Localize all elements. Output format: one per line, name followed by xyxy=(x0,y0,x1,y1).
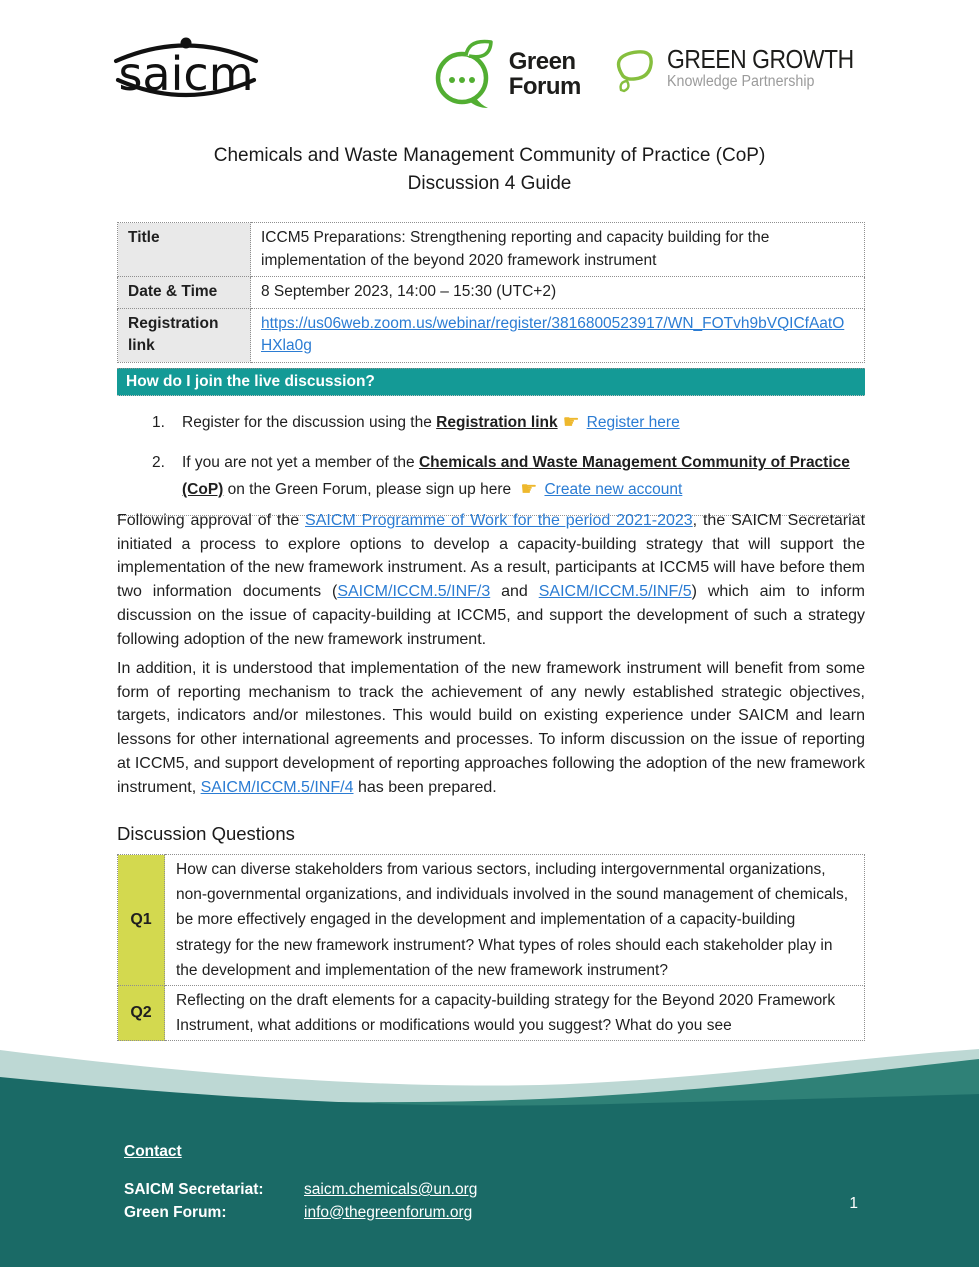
header-logo-row xyxy=(100,34,879,113)
text-segment: ) which aim to inform discussion on the issue of capacity-building at ICCM5, and support the development of such a strategy following adoption of the new framework instrument. xyxy=(117,583,866,648)
page-number: 1 xyxy=(849,1195,858,1212)
programme-of-work-link[interactable]: SAICM Programme of Work for the period 2021-2023 xyxy=(305,512,693,529)
paragraph-reporting xyxy=(117,657,865,799)
document-title-line2: Discussion 4 Guide xyxy=(407,173,572,194)
saicm-logo-icon xyxy=(100,34,272,108)
join-section xyxy=(117,368,865,516)
text-segment: In addition, it is understood that implementation of the new framework instrument will benefit from some form of reporting mechanism to track the achievement of any newly established strategic objectives, targets, indicators and/or milestones. This would build on existing experience under SAICM and learn lessons for other international agreements and processes. To inform discussion on the issue of reporting at ICCM5, and support development of reporting approaches following the adoption of the new framework instrument, xyxy=(117,660,865,796)
text-segment: and xyxy=(490,583,539,601)
inf3-link[interactable]: SAICM/ICCM.5/INF/3 xyxy=(337,583,491,601)
ggkp-logo-line1: GREEN GROWTH xyxy=(666,43,854,74)
document-title-line1: Chemicals and Waste Management Community of Practice (CoP) xyxy=(213,145,766,166)
text-segment: Following approval of the xyxy=(117,512,306,529)
register-here-link[interactable]: Register here xyxy=(586,414,680,431)
paragraph-capacity-building xyxy=(117,509,865,651)
saicm-email-link[interactable]: saicm.chemicals@un.org xyxy=(304,1181,478,1198)
pointing-finger-icon: ☛ xyxy=(520,479,538,500)
info-value-title: ICCM5 Preparations: Strengthening reporting and capacity building for the implementation of the beyond 2020 framework instrument xyxy=(251,223,865,277)
table-row-datetime xyxy=(118,277,865,309)
text-segment: has been prepared. xyxy=(353,778,497,796)
text-segment: , the SAICM Secretariat initiated a process to explore options to develop a capacity-building strategy that will support the implementation of the new framework instrument. As a result, participants at ICCM5 will have before them two information documents ( xyxy=(117,512,866,601)
list-number: 1. xyxy=(152,414,165,431)
partner-logos xyxy=(429,37,879,111)
green-forum-logo-line1: Green xyxy=(508,47,576,75)
green-forum-email-link[interactable]: info@thegreenforum.org xyxy=(304,1203,473,1221)
discussion-questions-heading: Discussion Questions xyxy=(117,823,295,844)
table-row-registration xyxy=(118,308,865,362)
table-row-title xyxy=(118,223,865,277)
list-item-signup xyxy=(117,449,865,503)
green-forum-logo-line2: Forum xyxy=(508,72,581,100)
text-segment: If you are not yet a member of the xyxy=(182,454,419,471)
q2-badge: Q2 xyxy=(118,986,165,1041)
text-segment: Register for the discussion using the xyxy=(182,414,437,431)
pointing-finger-icon: ☛ xyxy=(562,412,580,433)
ggkp-logo xyxy=(611,43,879,102)
contact-label-green-forum: Green Forum: xyxy=(124,1203,227,1221)
registration-link-keyword: Registration link xyxy=(436,414,558,431)
registration-url-link[interactable]: https://us06web.zoom.us/webinar/register/3816800523917/WN_FOTvh9bVQICfAatOHXla0g xyxy=(261,314,845,354)
contact-heading: Contact xyxy=(124,1143,182,1160)
ggkp-leaf-icon xyxy=(611,46,661,102)
inf4-link[interactable]: SAICM/ICCM.5/INF/4 xyxy=(200,778,354,796)
list-number: 2. xyxy=(152,454,165,471)
questions-table xyxy=(117,854,865,1041)
contact-row-green-forum xyxy=(124,1202,477,1225)
table-row-q2 xyxy=(118,986,865,1041)
info-label-datetime: Date & Time xyxy=(118,277,251,309)
text-segment: on the Green Forum, please sign up here xyxy=(223,481,516,498)
green-forum-logo xyxy=(429,37,581,111)
ggkp-logo-line2: Knowledge Partnership xyxy=(666,72,815,90)
svg-text:saicm: saicm xyxy=(118,47,254,101)
footer-contact-block xyxy=(124,1143,477,1224)
q1-text: How can diverse stakeholders from various sectors, including intergovernmental organizations, non-governmental organizations, and individuals involved in the sound management of chemicals, be more effectively engaged in the development and implementation of a capacity-building strategy for the new framework instrument? What types of roles should each stakeholder play in the development and implementation of the new framework instrument? xyxy=(165,855,865,986)
saicm-logo xyxy=(100,34,272,113)
cop-keyword: Chemicals and Waste Management Community of Practice (CoP) xyxy=(182,454,850,498)
table-row-q1 xyxy=(118,855,865,986)
green-forum-bubble-icon xyxy=(429,37,501,111)
info-value-datetime: 8 September 2023, 14:00 – 15:30 (UTC+2) xyxy=(251,277,865,309)
q1-badge: Q1 xyxy=(118,855,165,986)
join-section-header: How do I join the live discussion? xyxy=(117,368,865,396)
q2-text: Reflecting on the draft elements for a capacity-building strategy for the Beyond 2020 Framework Instrument, what additions or modifications would you suggest? What do you see xyxy=(165,986,865,1041)
info-label-registration: Registration link xyxy=(118,308,251,362)
contact-row-saicm xyxy=(124,1179,477,1202)
create-account-link[interactable]: Create new account xyxy=(544,481,683,498)
info-label-title: Title xyxy=(118,223,251,277)
page-footer xyxy=(0,1047,979,1267)
contact-label-saicm: SAICM Secretariat: xyxy=(124,1181,264,1198)
list-item-register xyxy=(117,409,865,436)
inf5-link[interactable]: SAICM/ICCM.5/INF/5 xyxy=(538,583,692,601)
event-info-table xyxy=(117,222,865,363)
document-title xyxy=(0,142,979,198)
